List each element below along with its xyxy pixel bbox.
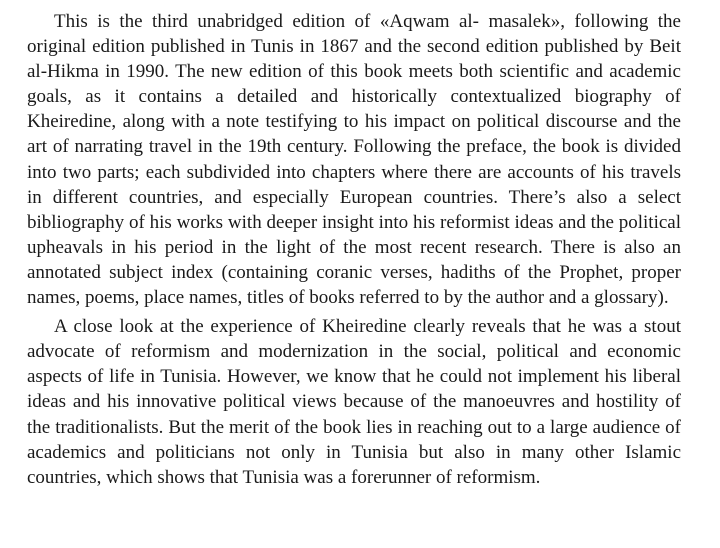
paragraph-kheiredine-reformism: A close look at the experience of Kheiredine clearly reveals that he was a stout advocate of reformism and modernization in the social, political and economic aspects of life in Tunisia. However, we know that he could not implement his liberal ideas and his innovative political views because of the manoeuvres and hostility of the traditionalists. But the merit of the book lies in reaching out to a large audience of academics and politicians not only in Tunisia but also in many other Islamic countries, which shows that Tunisia was a forerunner of reformism. (27, 316, 681, 488)
document-body (27, 9, 681, 490)
paragraph-edition-description: This is the third unabridged edition of «Aqwam al- masalek», following the original edition published in Tunis in 1867 and the second edition published by Beit al-Hikma in 1990. The new edition of this book meets both scientific and academic goals, as it contains a detailed and historically contextualized biography of Kheiredine, along with a note testifying to his impact on political discourse and the art of narrating travel in the 19th century. Following the preface, the book is divided into two parts; each subdivided into chapters where there are accounts of his travels in different countries, and especially European countries. There’s also a select bibliography of his works with deeper insight into his reformist ideas and the political upheavals in his period in the light of the most recent research. There is also an annotated subject index (containing coranic verses, hadiths of the Prophet, proper names, poems, place names, titles of books referred to by the author and a glossary). (27, 11, 681, 309)
